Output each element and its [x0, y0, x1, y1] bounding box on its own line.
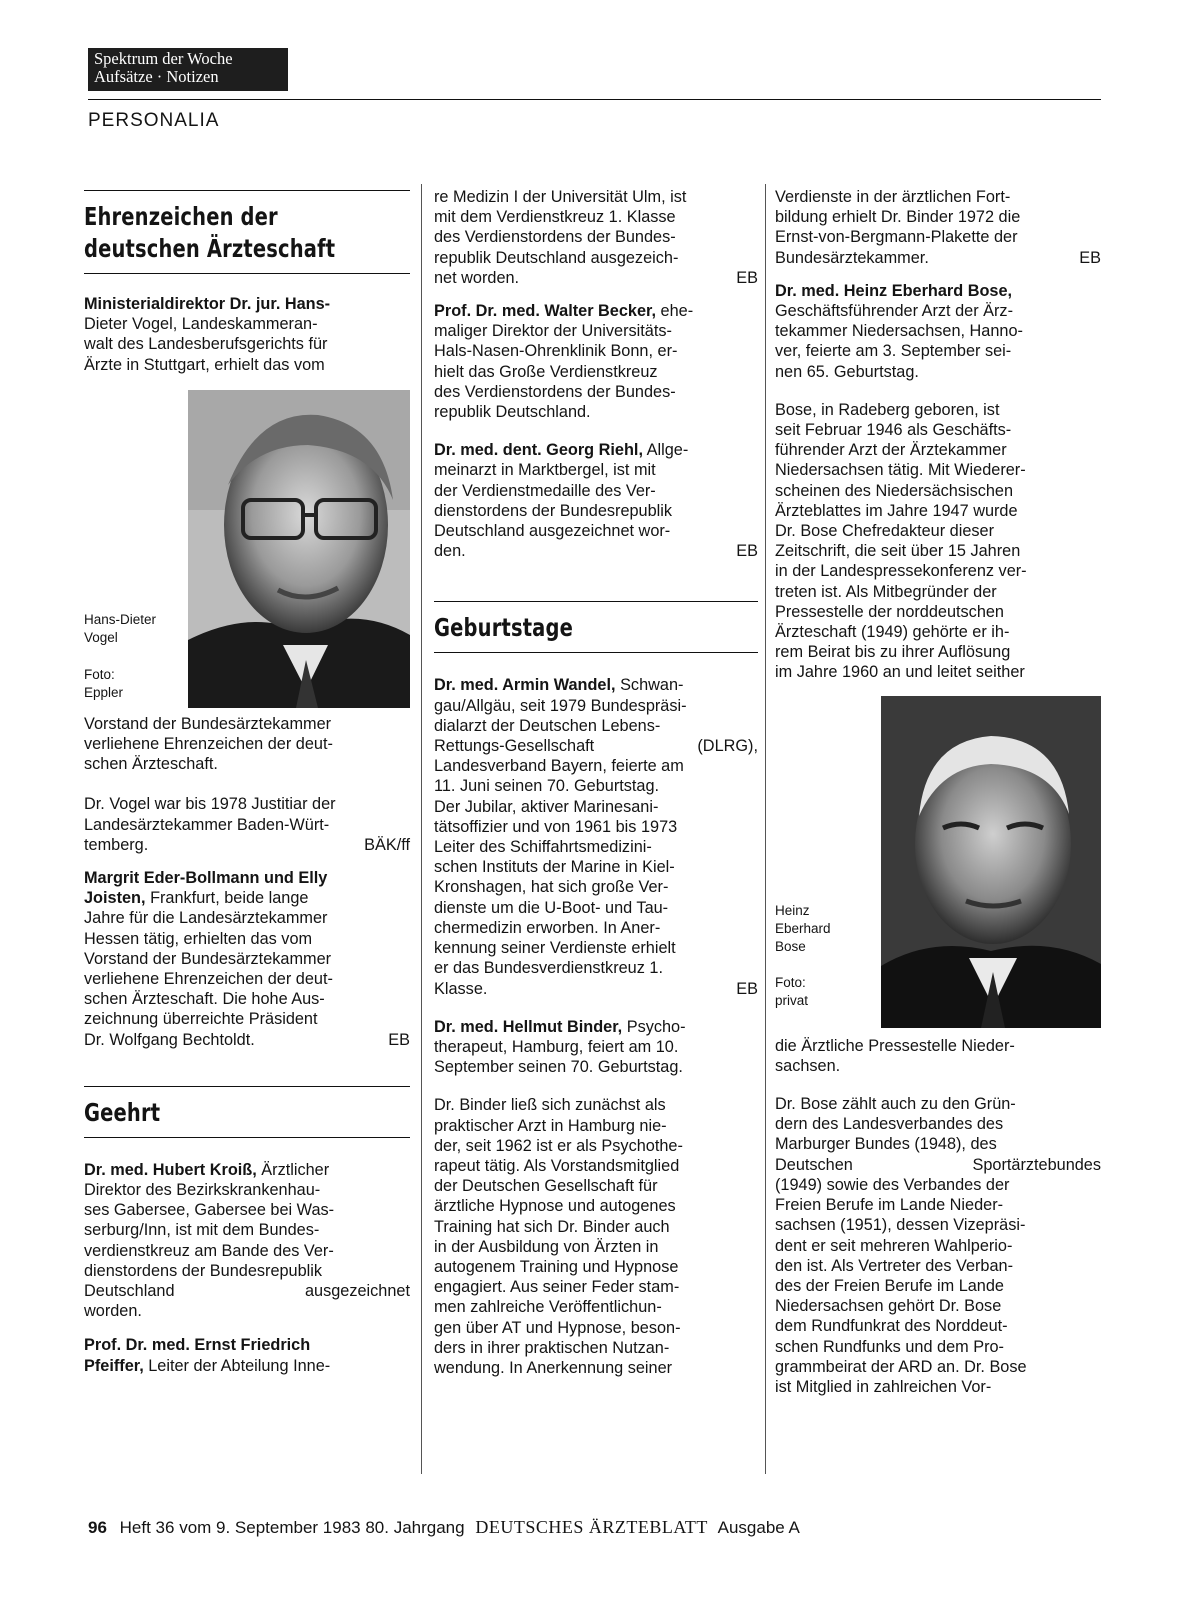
author-signature: EB: [736, 542, 758, 561]
column-1: [84, 190, 410, 1389]
heading-ehrenzeichen-line1: Ehrenzeichen der: [84, 202, 278, 231]
header-rule: [88, 99, 1101, 100]
author-signature: EB: [736, 268, 758, 287]
paragraph-binder-intro: Dr. med. Hellmut Binder, Psycho- therapeut, Hamburg, feiert am 10. September seinen 70. Geburtstag.: [434, 1017, 686, 1077]
column-3: [775, 190, 1101, 1410]
photo-credit-vogel: Foto: Eppler: [84, 666, 124, 700]
author-signature: BÄK/ff: [364, 835, 410, 854]
text-line: Dieter Vogel, Landeskammeran-: [84, 315, 318, 334]
section-badge-line2: Aufsätze · Notizen: [94, 67, 219, 86]
heading-geburtstage: Geburtstage: [434, 613, 573, 643]
heading-rule-bottom: [84, 1137, 410, 1138]
paragraph-riehl: Dr. med. dent. Georg Riehl, Allge- meinarzt in Marktbergel, ist mit der Verdienstmedaille des Ver- dienstordens der Bundesrepublik Deutschland ausgezeichnet wor- den. EB: [434, 441, 758, 561]
photo-block-vogel: [84, 384, 410, 714]
paragraph-vogel-award: Vorstand der Bundesärztekammer verliehene Ehrenzeichen der deut- schen Ärzteschaft.: [84, 714, 333, 774]
heading-rule-top: [434, 601, 758, 602]
section-label: PERSONALIA: [88, 110, 220, 131]
paragraph-becker: Prof. Dr. med. Walter Becker, ehe- maliger Direktor der Universitäts- Hals-Nasen-Ohrenklinik Bonn, er- hielt das Große Verdienstkreuz des Verdienstordens der Bundes- republik Deutschland.: [434, 302, 694, 422]
paragraph-bose-intro: Dr. med. Heinz Eberhard Bose, Geschäftsführender Arzt der Ärz- tekammer Niedersachsen, Hanno- ver, feierte am 3. September sei- nen 65. Geburtstag.: [775, 281, 1023, 381]
text-fragment: Frankfurt, beide lange: [150, 889, 309, 908]
column-divider-1: [421, 184, 422, 1474]
photo-block-bose: [775, 696, 1101, 1036]
photo-credit-bose: Foto: privat: [775, 974, 809, 1008]
heading-ehrenzeichen-line2: deutschen Ärzteschaft: [84, 234, 336, 263]
paragraph-pfeiffer: Prof. Dr. med. Ernst Friedrich Pfeiffer, Leiter der Abteilung Inne-: [84, 1336, 331, 1375]
magazine-name: DEUTSCHES ÄRZTEBLATT: [475, 1517, 708, 1537]
author-signature: EB: [388, 1030, 410, 1049]
column-divider-2: [765, 184, 766, 1474]
heading-rule-bottom: [84, 273, 410, 274]
paragraph-pfeiffer-cont: re Medizin I der Universität Ulm, ist mit dem Verdienstkreuz 1. Klasse des Verdienstordens der Bundes- republik Deutschland ausgezeich- net worden. EB: [434, 188, 758, 287]
paragraph-bose-career: Bose, in Radeberg geboren, ist seit Februar 1946 als Geschäfts- führender Arzt der Ärztekammer Niedersachsen tätig. Mit Wiederer- scheinen des Niedersächsischen Ärzteblattes im Jahre 1947 wurde Dr. Bose Chefredakteur dieser Zeitschrift, die seit über 15 Jahren in der Landespressekonferenz ver- treten ist. Als Mitbegründer der Pressestelle der norddeutschen Ärzteschaft (1949) gehörte er ih- rem Beirat bis zu ihrer Auflösung im Jahre 1960 an und leitet seither: [775, 400, 1027, 682]
heading-rule-top: [84, 1086, 410, 1087]
paragraph-binder-career: Dr. Binder ließ sich zunächst als praktischer Arzt in Hamburg nie- der, seit 1962 ist er als Psychothe- rapeut tätig. Als Vorstandsmitglied der Deutschen Gesellschaft für ärztliche Hypnose und autogenes Training hat sich Dr. Binder auch in der Ausbildung von Ärzten in autogenem Training und Hypnose engagiert. Aus seiner Feder stam- men zahlreiche Veröffentlichun- gen über AT und Hypnose, beson- ders in ihrer praktischen Nutzan- wendung. In Anerkennung seiner: [434, 1096, 683, 1377]
paragraph-wandel: Dr. med. Armin Wandel, Schwan- gau/Allgäu, seit 1979 Bundespräsi- dialarzt der Deutschen Lebens- Rettungs-Gesellschaft (DLRG), Landesverband Bayern, feierte am 11. Juni seinen 70. Geburtstag. Der Jubilar, aktiver Marinesani- tätsoffizier und von 1961 bis 1973 Leiter des Schiffahrtsmedizini- schen Instituts der Marine in Kiel- Kronshagen, hat sich große Ver- dienste um die U-Boot- und Tau- chermedizin erworben. In Aner- kennung seiner Verdienste erhielt er das Bundesverdienstkreuz 1. Klasse. EB: [434, 676, 758, 998]
paragraph-binder-cont: Verdienste in der ärztlichen Fort- bildung erhielt Dr. Binder 1972 die Ernst-von-Bergmann-Plakette der Bundesärztekammer. EB: [775, 188, 1101, 267]
paragraph-vogel-career: Dr. Vogel war bis 1978 Justitiar der Landesärztekammer Baden-Würt- temberg. BÄK/ff: [84, 795, 410, 854]
portrait-photo-bose: [881, 696, 1101, 1028]
author-signature: EB: [736, 979, 758, 998]
text-line: Ärzte in Stuttgart, erhielt das vom: [84, 355, 325, 374]
author-signature: EB: [1079, 248, 1101, 267]
paragraph-bose-pressestelle: die Ärztliche Pressestelle Nieder- sachsen.: [775, 1036, 1015, 1075]
paragraph-kroiss: Dr. med. Hubert Kroiß, Ärztlicher Direktor des Bezirkskrankenhau- ses Gabersee, Gabersee bei Was- serburg/Inn, ist mit dem Bundes- verdienstkreuz am Bande des Ver- dienstordens der Bundesrepublik Deutschland ausgezeichnet worden.: [84, 1160, 410, 1321]
photo-caption-bose: Heinz Eberhard Bose: [775, 902, 831, 954]
column-2: [434, 190, 758, 1391]
heading-rule-top: [84, 190, 410, 191]
paragraph-vogel-intro: [84, 294, 410, 375]
text-line: Ministerialdirektor Dr. jur. Hans-: [84, 295, 331, 313]
text-line: walt des Landesberufsgerichts für: [84, 335, 328, 354]
photo-caption-vogel: Hans-Dieter Vogel: [84, 611, 157, 645]
paragraph-eder-bollmann: Margrit Eder-Bollmann und Elly Joisten, Frankfurt, beide lange Jahre für die Landesärztekammer Hessen tätig, erhielten das vom Vorstand der Bundesärztekammer verliehene Ehrenzeichen der deut- schen Ärzteschaft. Die hohe Aus- zeichnung überreichte Präsident Dr. Wolfgang Bechtoldt. EB: [84, 869, 410, 1049]
heading-geehrt: Geehrt: [84, 1097, 161, 1127]
edition: Ausgabe A: [717, 1518, 800, 1537]
section-badge-line1: Spektrum der Woche: [94, 49, 233, 68]
section-badge: [88, 48, 288, 91]
page-number: 96: [88, 1518, 107, 1537]
page-footer: [88, 1517, 800, 1538]
portrait-photo-vogel: [188, 390, 410, 708]
heading-rule-bottom: [434, 652, 758, 653]
issue-info: Heft 36 vom 9. September 1983 80. Jahrgang: [119, 1518, 465, 1537]
paragraph-bose-memberships: Dr. Bose zählt auch zu den Grün- dern des Landesverbandes des Marburger Bundes (1948), des Deutschen Sportärztebundes (1949) sowie des Verbandes der Freien Berufe im Lande Nieder- sachsen (1951), dessen Vizepräsi- dent er seit mehreren Wahlperio- den ist. Als Vertreter des Verban- des der Freien Berufe im Lande Niedersachsen gehört Dr. Bose dem Rundfunkrat des Norddeut- schen Rundfunks und dem Pro- grammbeirat der ARD an. Dr. Bose ist Mitglied in zahlreichen Vor-: [775, 1095, 1101, 1396]
